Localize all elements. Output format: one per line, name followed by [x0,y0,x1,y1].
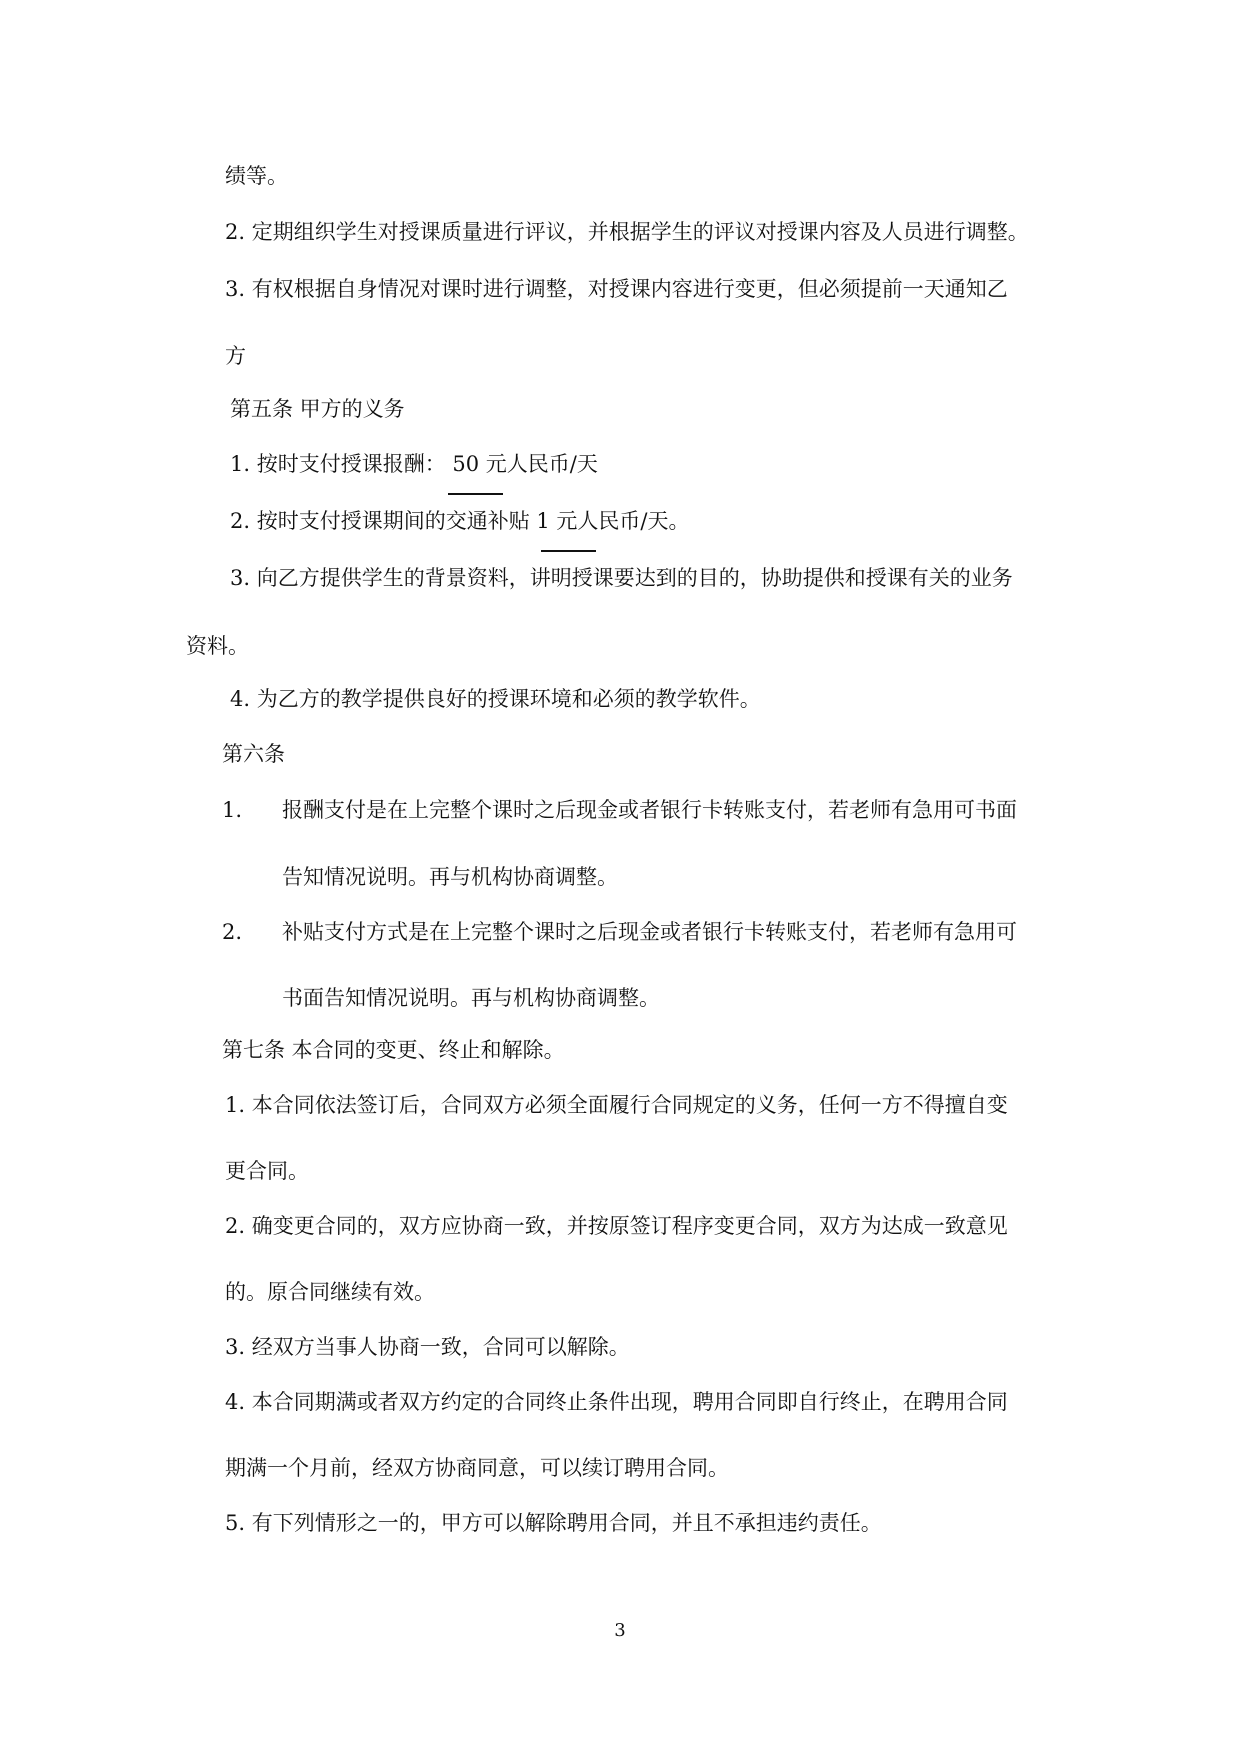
section-heading: 第七条 本合同的变更、终止和解除。 [222,1038,565,1062]
text-line: 报酬支付是在上完整个课时之后现金或者银行卡转账支付，若老师有急用可书面 [282,798,1017,822]
text-line: 补贴支付方式是在上完整个课时之后现金或者银行卡转账支付，若老师有急用可 [282,920,1017,944]
text-line: 2. 确变更合同的，双方应协商一致，并按原签订程序变更合同，双方为达成一致意见 [225,1214,1008,1238]
underline [541,550,596,552]
list-number: 2. [222,920,243,944]
text-line: 资料。 [186,634,249,658]
text-line: 告知情况说明。再与机构协商调整。 [282,865,618,889]
text-line: 3. 向乙方提供学生的背景资料，讲明授课要达到的目的，协助提供和授课有关的业务 [230,566,1013,590]
underline [448,493,503,495]
text-line: 更合同。 [225,1159,309,1183]
text-line: 5. 有下列情形之一的，甲方可以解除聘用合同，并且不承担违约责任。 [225,1511,882,1535]
text-line: 3. 有权根据自身情况对课时进行调整，对授课内容进行变更，但必须提前一天通知乙 [225,277,1008,301]
text-line: 的。原合同继续有效。 [225,1280,435,1304]
section-heading: 第五条 甲方的义务 [230,397,405,421]
text-line: 期满一个月前，经双方协商同意，可以续订聘用合同。 [225,1456,729,1480]
section-heading: 第六条 [222,742,285,766]
text-line: 方 [225,344,246,368]
text-line: 书面告知情况说明。再与机构协商调整。 [282,986,660,1010]
text-line: 2. 按时支付授课期间的交通补贴 1 元人民币/天。 [230,509,690,533]
text-line: 4. 本合同期满或者双方约定的合同终止条件出现，聘用合同即自行终止，在聘用合同 [225,1390,1008,1414]
page-number: 3 [614,1620,626,1641]
text-line: 绩等。 [225,164,288,188]
text-line: 2. 定期组织学生对授课质量进行评议，并根据学生的评议对授课内容及人员进行调整。 [225,220,1029,244]
text-line: 1. 按时支付授课报酬： 50 元人民币/天 [230,452,598,476]
text-line: 1. 本合同依法签订后，合同双方必须全面履行合同规定的义务，任何一方不得擅自变 [225,1093,1008,1117]
list-number: 1. [222,798,243,822]
text-line: 4. 为乙方的教学提供良好的授课环境和必须的教学软件。 [230,687,761,711]
text-line: 3. 经双方当事人协商一致，合同可以解除。 [225,1335,630,1359]
